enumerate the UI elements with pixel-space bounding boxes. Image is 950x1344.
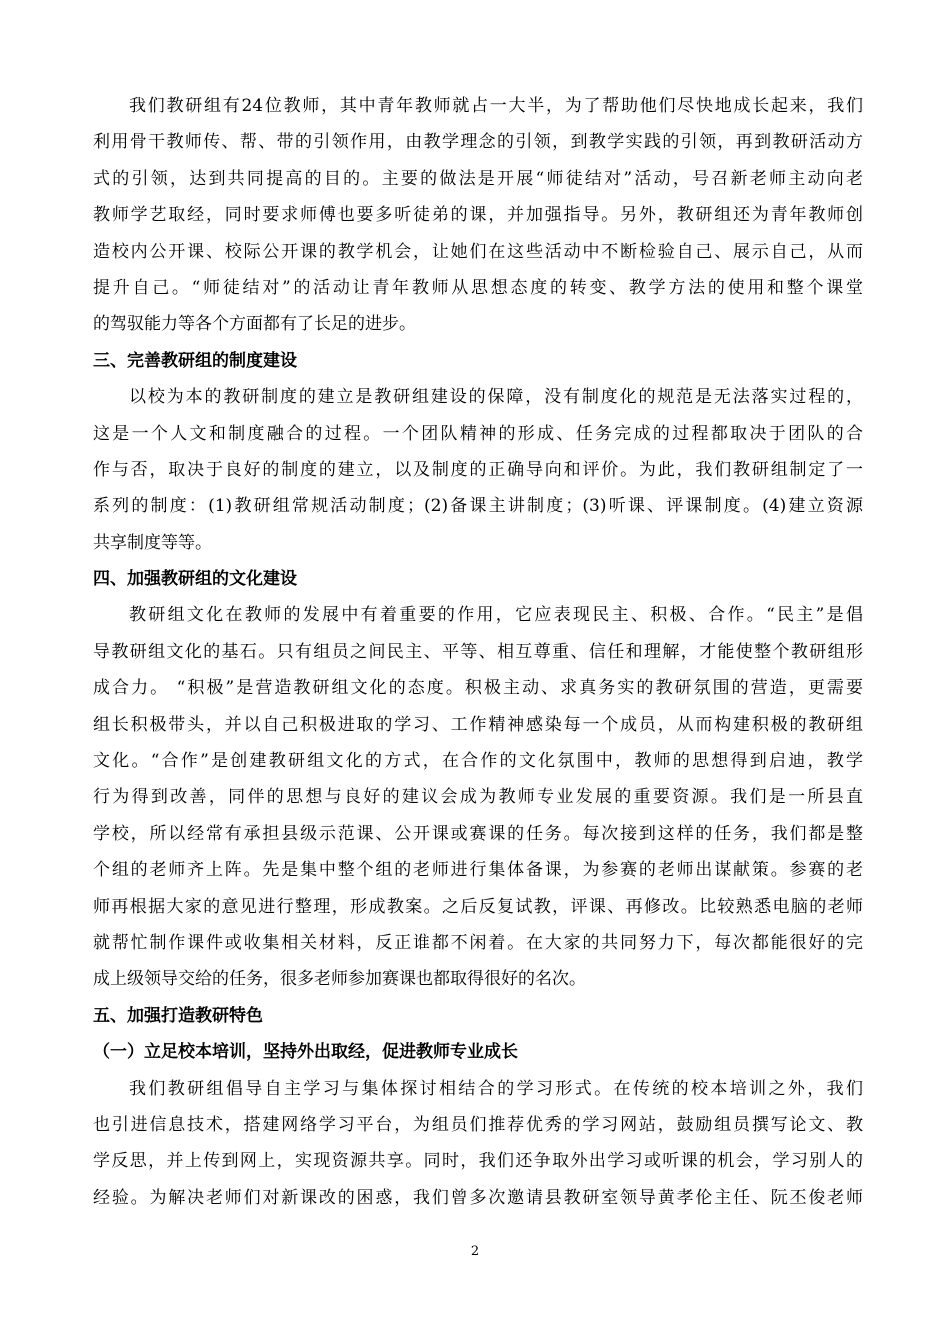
text-line: 组长积极带头，并以自己积极进取的学习、工作精神感染每一个成员，从而构建积极的教研组 <box>93 714 863 735</box>
text-line: 的驾驭能力等各个方面都有了长足的进步。 <box>93 314 416 335</box>
text-line: 就帮忙制作课件或收集相关材料，反正谁都不闲着。在大家的共同努力下，每次都能很好的完 <box>93 932 863 953</box>
section-heading-5: 五、加强打造教研特色 <box>93 1005 263 1026</box>
text-line: 经验。为解决老师们对新课改的困惑，我们曾多次邀请县教研室领导黄孝伦主任、阮丕俊老师 <box>93 1187 863 1208</box>
text-line: 利用骨干教师传、帮、带的引领作用，由教学理念的引领，到教学实践的引领，再到教研活动方 <box>93 132 863 153</box>
text-line: 式的引领，达到共同提高的目的。主要的做法是开展“师徒结对”活动，号召新老师主动向老 <box>93 168 863 189</box>
text-line: 成合力。 “积极”是营造教研组文化的态度。积极主动、求真务实的教研氛围的营造，更需要 <box>93 678 863 699</box>
section-heading-3: 三、完善教研组的制度建设 <box>93 350 297 371</box>
text-line: 个组的老师齐上阵。先是集中整个组的老师进行集体备课，为参赛的老师出谋献策。参赛的老 <box>93 860 863 881</box>
text-line: 也引进信息技术，搭建网络学习平台，为组员们推荐优秀的学习网站，鼓励组员撰写论文、教 <box>93 1114 863 1135</box>
text-line: 造校内公开课、校际公开课的教学机会，让她们在这些活动中不断检验自己、展示自己，从而 <box>93 241 863 262</box>
text-line: 我们教研组倡导自主学习与集体探讨相结合的学习形式。在传统的校本培训之外，我们 <box>129 1078 863 1099</box>
text-line: 教师学艺取经，同时要求师傅也要多听徒弟的课，并加强指导。另外，教研组还为青年教师创 <box>93 205 863 226</box>
text-line: 以校为本的教研制度的建立是教研组建设的保障，没有制度化的规范是无法落实过程的， <box>129 387 863 408</box>
text-line: 行为得到改善，同伴的思想与良好的建议会成为教师专业发展的重要资源。我们是一所县直 <box>93 787 863 808</box>
paragraph-system-building <box>93 379 863 561</box>
text-line: 学校，所以经常有承担县级示范课、公开课或赛课的任务。每次接到这样的任务，我们都是整 <box>93 823 863 844</box>
page-number: 2 <box>470 1244 480 1259</box>
text-line: 教研组文化在教师的发展中有着重要的作用，它应表现民主、积极、合作。“民主”是倡 <box>129 605 863 626</box>
text-line: 我们教研组有24位教师，其中青年教师就占一大半，为了帮助他们尽快地成长起来，我们 <box>129 96 863 116</box>
text-line: 学反思，并上传到网上，实现资源共享。同时，我们还争取外出学习或听课的机会，学习别人的 <box>93 1151 863 1172</box>
text-line: 系列的制度：(1)教研组常规活动制度；(2)备课主讲制度；(3)听课、评课制度。(4)建立资源 <box>93 496 863 517</box>
paragraph-school-training <box>93 1071 863 1217</box>
section-heading-4: 四、加强教研组的文化建设 <box>93 569 297 590</box>
text-line: 作与否，取决于良好的制度的建立，以及制度的正确导向和评价。为此，我们教研组制定了一 <box>93 459 863 480</box>
document-body <box>93 88 863 1216</box>
text-line: 提升自己。“师徒结对”的活动让青年教师从思想态度的转变、教学方法的使用和整个课堂 <box>93 277 863 298</box>
text-line: 导教研组文化的基石。只有组员之间民主、平等、相互尊重、信任和理解，才能使整个教研组形 <box>93 641 863 662</box>
text-line: 成上级领导交给的任务，很多老师参加赛课也都取得很好的名次。 <box>93 969 586 990</box>
paragraph-teacher-mentoring <box>93 88 863 343</box>
text-line: 共享制度等等。 <box>93 532 212 553</box>
text-line: 这是一个人文和制度融合的过程。一个团队精神的形成、任务完成的过程都取决于团队的合 <box>93 423 863 444</box>
subsection-heading-1: （一）立足校本培训，坚持外出取经，促进教师专业成长 <box>93 1042 518 1063</box>
text-line: 师再根据大家的意见进行整理，形成教案。之后反复试教，评课、再修改。比较熟悉电脑的老师 <box>93 896 863 917</box>
text-line: 文化。“合作”是创建教研组文化的方式，在合作的文化氛围中，教师的思想得到启迪，教学 <box>93 751 863 772</box>
paragraph-culture-building <box>93 597 863 997</box>
